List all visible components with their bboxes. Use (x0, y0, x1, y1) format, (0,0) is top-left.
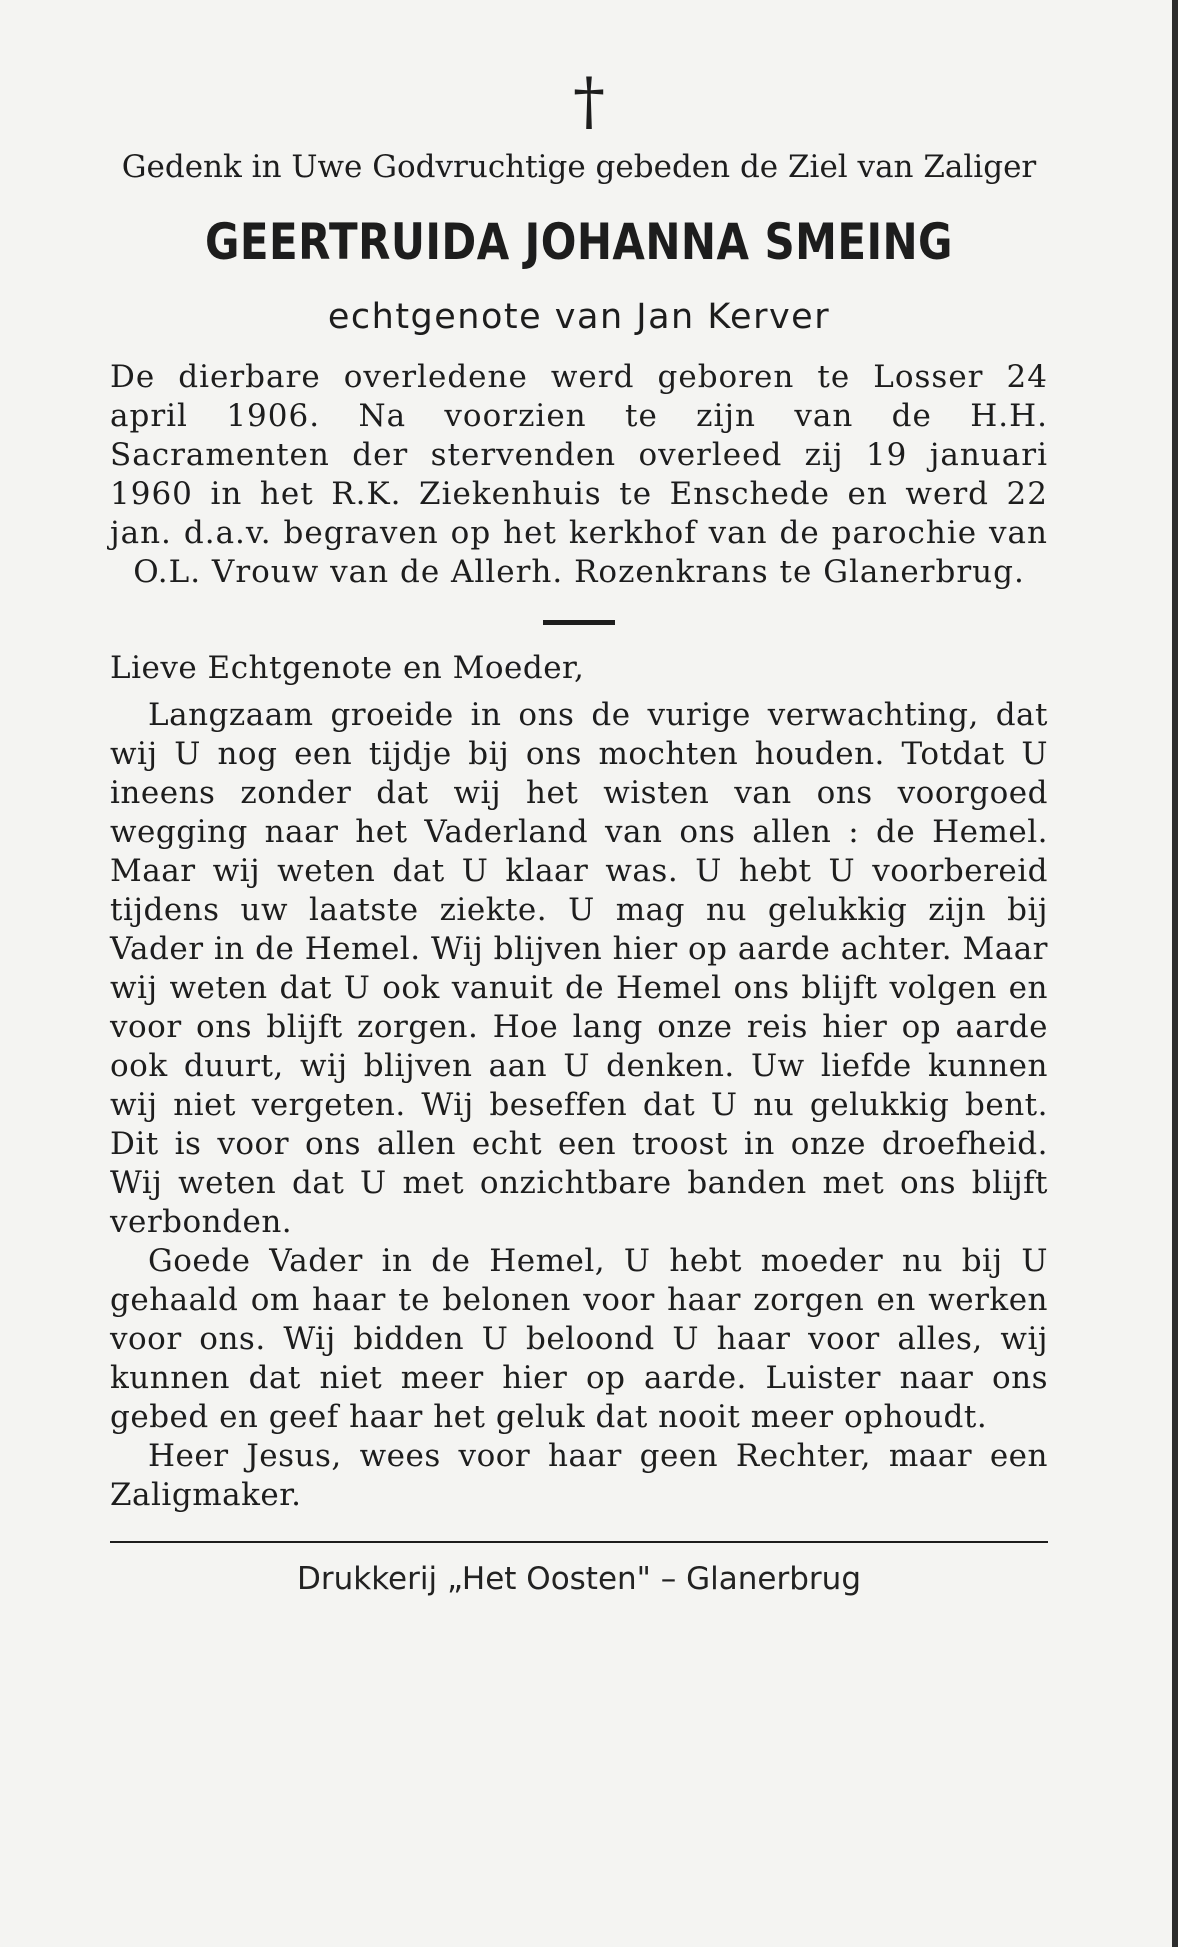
section-divider (543, 620, 615, 625)
prayer-paragraph: Goede Vader in de Hemel, U hebt moeder nu bij U gehaald om haar te belonen voor haar zorgen en werken voor ons. Wij bidden U beloond U haar voor alles, wij kunnen dat niet meer hier op aarde. Luister naar ons gebed en geef haar het geluk dat nooit meer ophoudt. (110, 1243, 1048, 1435)
card-edge-shadow (1172, 0, 1178, 1947)
salutation: Lieve Echtgenote en Moeder, (110, 650, 585, 686)
deceased-name: GEERTRUIDA JOHANNA SMEING (205, 213, 953, 271)
prayer-paragraph: Heer Jesus, wees voor haar geen Rechter, maar een Zaligmaker. (110, 1438, 1048, 1513)
intro-text: Gedenk in Uwe Godvruchtige gebeden de Ziel van Zaliger (121, 149, 1037, 185)
prayer-paragraph: Langzaam groeide in ons de vurige verwachting, dat wij U nog een tijdje bij ons mochten houden. Totdat U ineens zonder dat wij het wisten van ons voorgoed wegging naar het Vaderland van ons allen : de Hemel. Maar wij weten dat U klaar was. U hebt U voorbereid tijdens uw laatste ziekte. U mag nu gelukkig zijn bij Vader in de Hemel. Wij blijven hier op aarde achter. Maar wij weten dat U ook vanuit de Hemel ons blijft volgen en voor ons blijft zorgen. Hoe lang onze reis hier op aarde ook duurt, wij blijven aan U denken. Uw liefde kunnen wij niet vergeten. Wij beseffen dat U nu gelukkig bent. Dit is voor ons allen echt een troost in onze droefheid. Wij weten dat U met onzichtbare banden met ons blijft verbonden. (110, 697, 1048, 1240)
biography-text: De dierbare overledene werd geboren te Losser 24 april 1906. Na voorzien te zijn van de H.H. Sacramenten der stervenden overleed zij 19 januari 1960 in het R.K. Ziekenhuis te Enschede en werd 22 jan. d.a.v. begraven op het kerkhof van de parochie van O.L. Vrouw van de Allerh. Rozenkrans te Glanerbrug. (110, 359, 1048, 590)
card-content (110, 65, 1048, 1599)
spouse-line: echtgenote van Jan Kerver (327, 297, 831, 337)
printer-credit: Drukkerij „Het Oosten" – Glanerbrug (296, 1561, 861, 1597)
cross-icon: † (573, 65, 605, 139)
footer-rule (110, 1541, 1048, 1543)
